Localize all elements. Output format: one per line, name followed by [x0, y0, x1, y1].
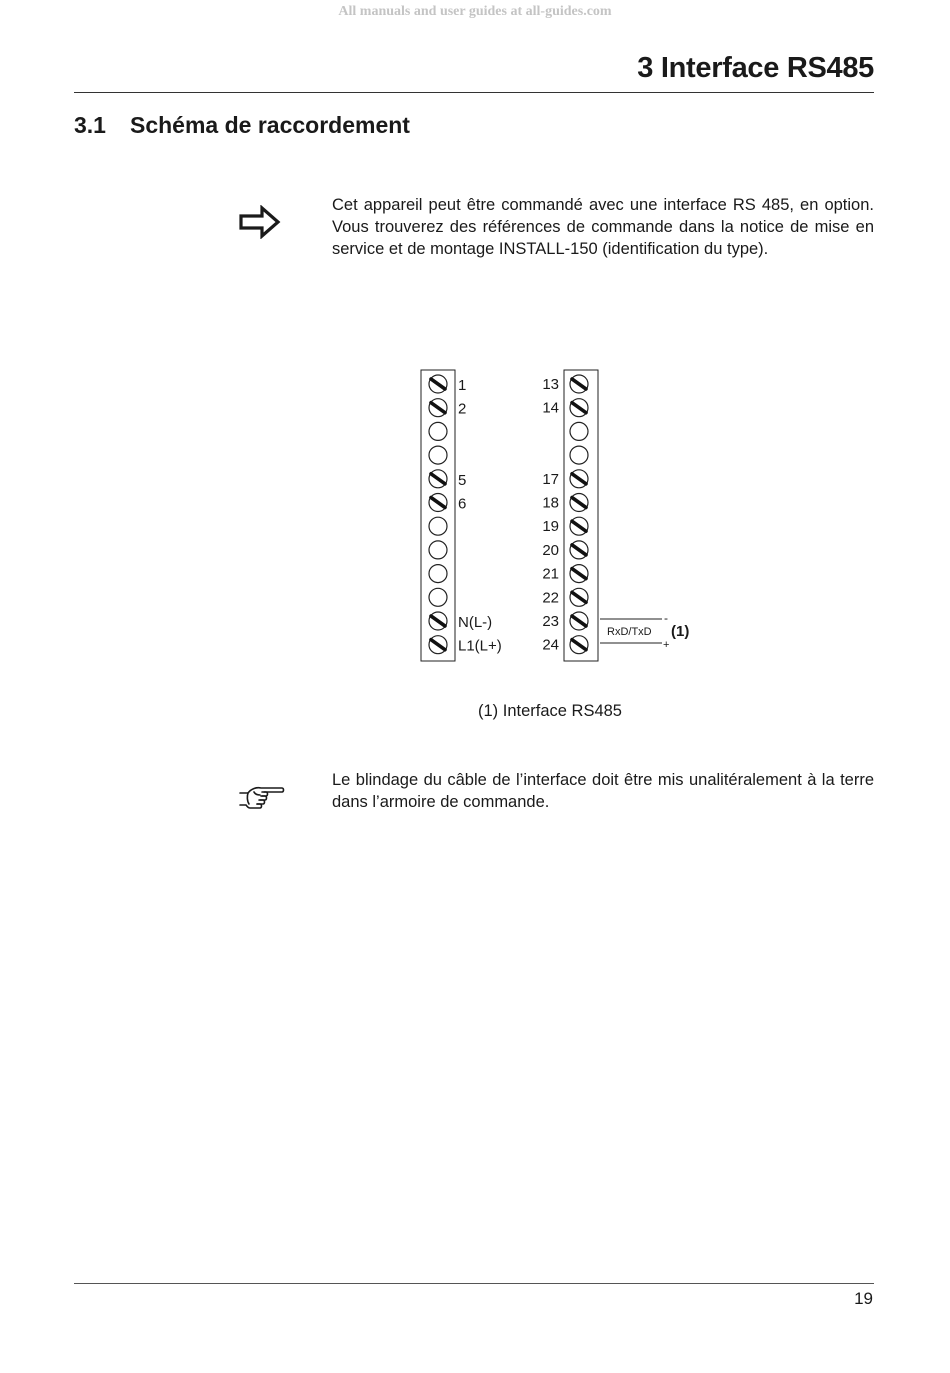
section-number: 3.1: [74, 112, 106, 138]
terminal-label-right: 23: [542, 613, 559, 630]
screw-slot: [572, 498, 586, 508]
reference-label: (1): [671, 623, 690, 640]
terminal-strip-left: [421, 370, 455, 661]
bottom-rule: [74, 1283, 874, 1284]
terminal-label-left: 1: [458, 377, 467, 394]
screw-slot: [572, 545, 586, 555]
screw-slot: [572, 403, 586, 413]
terminal-label-left: L1(L+): [458, 637, 502, 655]
terminal-label-left: 2: [458, 400, 467, 418]
empty-terminal: [429, 517, 447, 535]
page-number: 19: [854, 1289, 873, 1308]
empty-terminal: [429, 588, 447, 606]
empty-terminal: [429, 565, 447, 583]
minus-sign: -: [664, 611, 668, 625]
right-arrow-icon: [238, 205, 282, 239]
empty-terminal: [429, 422, 447, 440]
watermark: All manuals and user guides at all-guides.com: [338, 4, 612, 19]
empty-terminal: [570, 422, 588, 440]
terminal-label-right: 20: [542, 541, 559, 559]
terminal-diagram: [415, 366, 715, 666]
terminal-label-right: 14: [542, 399, 559, 417]
rs485-connection: [600, 611, 689, 651]
chapter-title: 3 Interface RS485: [637, 52, 874, 84]
signal-label: RxD/TxD: [607, 626, 652, 638]
section-title: [74, 112, 410, 139]
screw-slot: [431, 403, 445, 413]
top-rule: [74, 92, 874, 93]
screw-slot: [572, 569, 586, 579]
terminal-label-right: 13: [542, 376, 559, 393]
terminal-label-right: 22: [542, 589, 559, 607]
terminal-label-left: 5: [458, 471, 467, 489]
empty-terminal: [429, 541, 447, 559]
terminal-label-left: N(L-): [458, 614, 493, 631]
terminal-label-right: 24: [542, 636, 559, 654]
pointing-hand-icon: [238, 784, 286, 814]
screw-slot: [431, 498, 445, 508]
terminal-label-right: 17: [542, 470, 559, 488]
terminal-label-left: 6: [458, 495, 467, 513]
section-title-text: Schéma de raccordement: [130, 112, 410, 138]
screw-slot: [572, 592, 586, 602]
empty-terminal: [429, 446, 447, 464]
screw-slot: [431, 640, 445, 650]
screw-slot: [572, 640, 586, 650]
screw-slot: [572, 521, 586, 531]
terminal-label-right: 19: [542, 518, 559, 536]
terminal-strip-right: [564, 370, 598, 661]
screw-slot: [572, 474, 586, 484]
screw-slot: [431, 474, 445, 484]
intro-paragraph: Cet appareil peut être commandé avec une interface RS 485, en option. Vous trouverez des références de commande dans la notice de mise en service et de montage INSTALL-150 (identification du type).: [332, 196, 874, 258]
screw-slot: [572, 616, 586, 626]
plus-sign: +: [663, 639, 670, 651]
screw-slot: [431, 379, 445, 389]
terminal-label-right: 18: [542, 494, 559, 512]
terminal-label-right: 21: [542, 565, 559, 583]
screw-slot: [572, 379, 586, 389]
shield-note-paragraph: Le blindage du câble de l’interface doit être mis unalitéralement à la terre dans l’armoire de commande.: [332, 771, 874, 811]
diagram-caption: (1) Interface RS485: [478, 702, 622, 720]
screw-slot: [431, 616, 445, 626]
empty-terminal: [570, 446, 588, 464]
